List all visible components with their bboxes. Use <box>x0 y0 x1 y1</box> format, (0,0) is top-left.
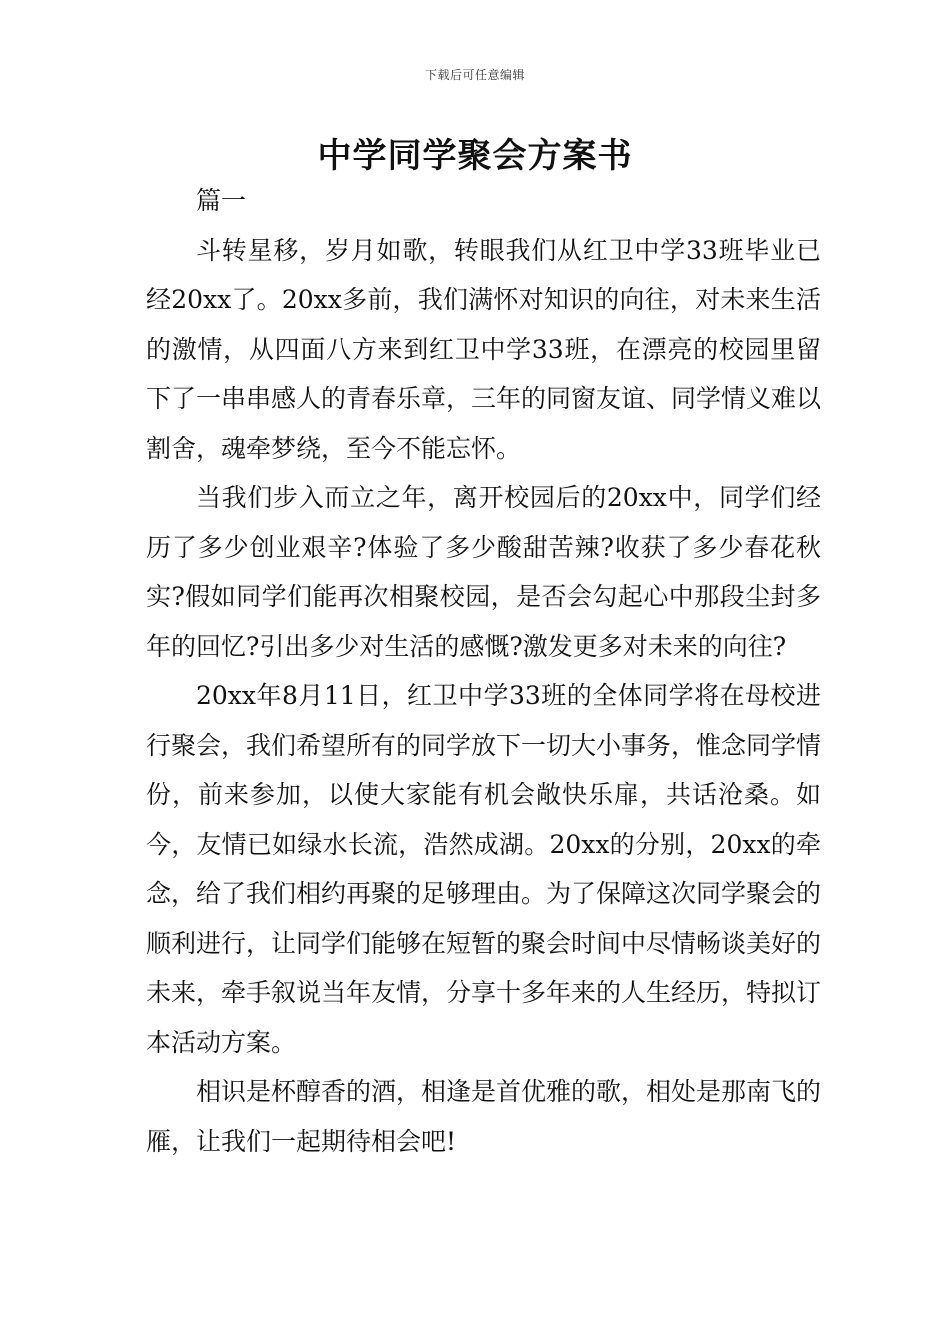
document-title: 中学同学聚会方案书 <box>317 136 633 176</box>
paragraph-event: 20xx年8月11日，红卫中学33班的全体同学将在母校进行聚会，我们希望所有的同学放下一切大小事务，惟念同学情份，前来参加，以使大家能有机会敞快乐扉，共话沧桑。如今，友情已如绿水长流，浩然成湖。20xx的分别，20xx的牵念，给了我们相约再聚的足够理由。为了保障这次同学聚会的顺利进行，让同学们能够在短暂的聚会时间中尽情畅谈美好的未来，牵手叙说当年友情，分享十多年来的人生经历，特拟订本活动方案。 <box>146 681 822 1057</box>
paragraph-intro: 斗转星移，岁月如歌，转眼我们从红卫中学33班毕业已经20xx了。20xx多前，我们满怀对知识的向往，对未来生活的激情，从四面八方来到红卫中学33班，在漂亮的校园里留下了一串串感人的青春乐章，三年的同窗友谊、同学情义难以割舍，魂牵梦绕，至今不能忘怀。 <box>146 235 822 463</box>
paragraph-closing: 相识是杯醇香的酒，相逢是首优雅的歌，相处是那南飞的雁，让我们一起期待相会吧! <box>146 1077 822 1156</box>
document-body <box>146 176 821 1166</box>
section-label: 篇一 <box>196 186 247 215</box>
paragraph-reflection: 当我们步入而立之年，离开校园后的20xx中，同学们经历了多少创业艰辛?体验了多少酸甜苦辣?收获了多少春花秋实?假如同学们能再次相聚校园，是否会勾起心中那段尘封多年的回忆?引出多少对生活的感慨?激发更多对未来的向往? <box>146 483 821 661</box>
header-note: 下载后可任意编辑 <box>424 68 525 82</box>
